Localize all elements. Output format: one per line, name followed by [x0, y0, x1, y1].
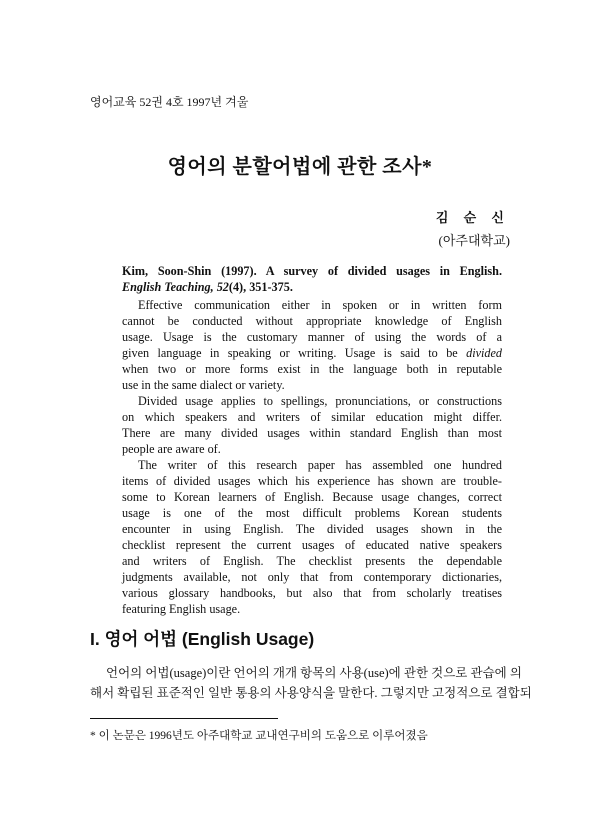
abstract-line: cannot be conducted without appropriate knowledge of English: [122, 314, 502, 328]
abstract-line: checklist represent the current usages of educated native speakers: [122, 538, 502, 552]
body-line: 해서 확립된 표준적인 일반 통용의 사용양식을 말한다. 그렇지만 고정적으로 결합되: [90, 686, 532, 700]
abstract-line: encounter in using English. The divided usages shown in the: [122, 522, 502, 536]
abstract-line: various glossary handbooks, but also that from scholarly treatises: [122, 586, 502, 600]
abstract-line: usage is one of the most difficult problems Korean students: [122, 506, 502, 520]
abstract-line: use in the same dialect or variety.: [122, 378, 285, 392]
body-line: 언어의 어법(usage)이란 언어의 개개 항목의 사용(use)에 관한 것으로 관습에 의: [106, 666, 522, 680]
abstract-line: and writers of English. The checklist presents the dependable: [122, 554, 502, 568]
abstract-line: judgments available, not only that from contemporary dictionaries,: [122, 570, 502, 584]
journal-header: 영어교육 52권 4호 1997년 겨울: [90, 95, 249, 109]
abstract-line: Divided usage applies to spellings, pronunciations, or constructions: [138, 394, 502, 408]
abstract-line: usage. Usage is the customary manner of using the words of a: [122, 330, 502, 344]
footnote-divider: [90, 718, 278, 719]
abstract-line: some to Korean learners of English. Because usage changes, correct: [122, 490, 502, 504]
section-heading: I. 영어 어법 (English Usage): [90, 629, 315, 649]
abstract-line: when two or more forms exist in the language both in reputable: [122, 362, 502, 376]
abstract-line: [122, 345, 502, 361]
abstract-line: items of divided usages which his experience has shown are trouble-: [122, 474, 502, 488]
abstract-line: on which speakers and writers of similar education might differ.: [122, 410, 502, 424]
citation-journal: English Teaching, 52: [122, 280, 229, 294]
abstract-line: people are aware of.: [122, 442, 221, 456]
citation-line-2: [122, 279, 502, 295]
footnote: * 이 논문은 1996년도 아주대학교 교내연구비의 도움으로 이루어졌음: [90, 730, 428, 742]
abstract-line: The writer of this research paper has assembled one hundred: [138, 458, 502, 472]
citation-line-1: Kim, Soon-Shin (1997). A survey of divided usages in English.: [122, 264, 502, 278]
citation-issue: (4), 351-375.: [228, 280, 293, 294]
emphasis-divided: divided: [466, 346, 502, 360]
abstract-line: Effective communication either in spoken or in written form: [138, 298, 502, 312]
abstract-line: featuring English usage.: [122, 602, 241, 616]
abstract-line-text: given language in speaking or writing. Usage is said to be: [122, 346, 467, 360]
author-affiliation: (아주대학교): [438, 233, 510, 248]
abstract-line: There are many divided usages within standard English than most: [122, 426, 502, 440]
author-name: 김 순 신: [435, 210, 510, 225]
paper-title: 영어의 분할어법에 관한 조사*: [167, 156, 433, 178]
